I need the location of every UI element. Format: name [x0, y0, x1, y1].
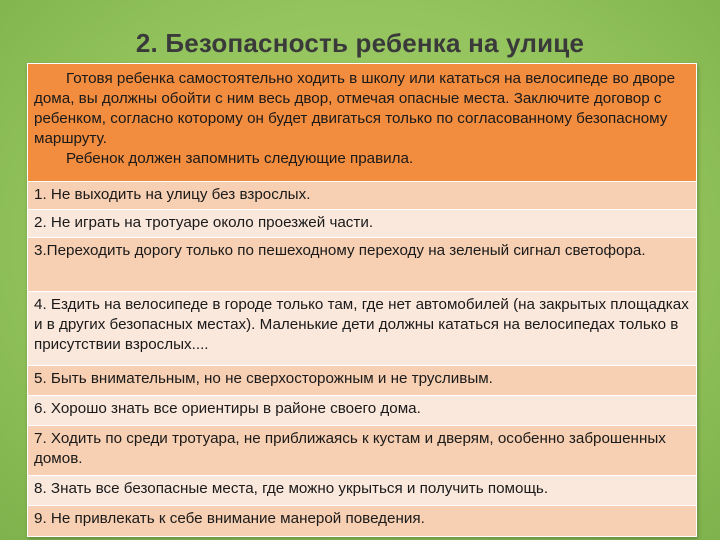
rule-row	[28, 292, 696, 366]
rule-row	[28, 396, 696, 426]
rule-row	[28, 182, 696, 210]
rule-text: .Переходить дорогу только по пешеходному переходу на зеленый сигнал светофора.	[42, 242, 646, 259]
title-number: 2	[135, 28, 151, 58]
intro-cell	[28, 64, 696, 182]
intro-paragraph: Готовя ребенка самостоятельно ходить в школу или кататься на велосипеде во дворе дома, вы должны обойти с ним весь двор, отмечая опасные места. Заключите договор с ребенком, согласно которому он будет двигаться только по согласованному безопасному маршруту.	[34, 70, 676, 147]
rule-text: . Ходить по среди тротуара, не приближаясь к кустам и дверям, особенно заброшенных домов.	[34, 430, 666, 467]
slide-title	[0, 28, 720, 59]
rule-number: 3	[34, 242, 43, 259]
rule-row	[28, 506, 696, 536]
rule-text: . Хорошо знать все ориентиры в районе своего дома.	[42, 400, 421, 417]
rule-number: 6	[34, 400, 43, 417]
rule-text: . Ездить на велосипеде в городе только там, где нет автомобилей (на закрытых площадках и в других безопасных местах). Маленькие дети должны кататься на велосипедах только в присутствии взрослых....	[34, 296, 689, 353]
rule-row	[28, 476, 696, 506]
rule-text: . Не играть на тротуаре около проезжей части.	[42, 214, 374, 231]
rule-text: . Не привлекать к себе внимание манерой поведения.	[42, 510, 425, 527]
title-text: . Безопасность ребенка на улице	[150, 28, 585, 58]
rule-row	[28, 426, 696, 476]
rule-number: 5	[34, 370, 43, 387]
rule-number: 4	[34, 296, 43, 313]
rule-text: . Знать все безопасные места, где можно укрыться и получить помощь.	[42, 480, 549, 497]
rule-row	[28, 238, 696, 292]
rule-row	[28, 366, 696, 396]
rule-number: 1	[34, 186, 43, 203]
rule-number: 2	[34, 214, 43, 231]
rule-number: 7	[34, 430, 43, 447]
rule-text: . Не выходить на улицу без взрослых.	[42, 186, 311, 203]
rule-number: 9	[34, 510, 43, 527]
intro-rules-heading: Ребенок должен запомнить следующие правила.	[66, 150, 414, 167]
rule-text: . Быть внимательным, но не сверхосторожным и не трусливым.	[42, 370, 493, 387]
rule-number: 8	[34, 480, 43, 497]
rules-table	[27, 63, 697, 537]
rule-row	[28, 210, 696, 238]
